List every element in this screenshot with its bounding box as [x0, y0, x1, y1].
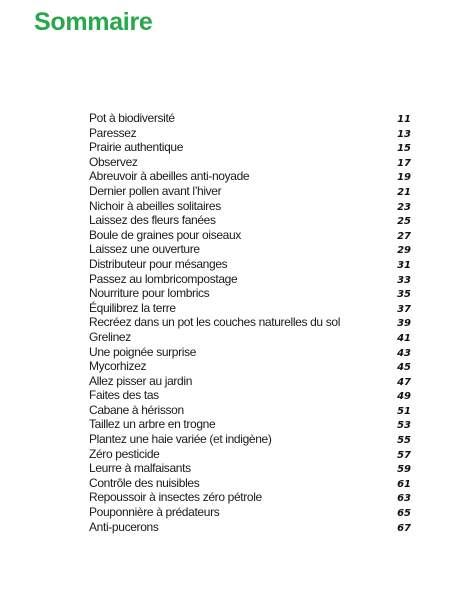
toc-entry-label: Anti-pucerons — [89, 519, 159, 534]
toc-entry — [89, 388, 411, 403]
toc-entry — [89, 272, 411, 287]
toc-entry-label: Boule de graines pour oiseaux — [89, 227, 241, 242]
toc-entry-label: Repoussoir à insectes zéro pétrole — [89, 490, 262, 505]
toc-entry-label: Zéro pesticide — [89, 446, 160, 461]
toc-entry-page-number: 53 — [397, 420, 411, 432]
toc-entry — [89, 417, 411, 432]
toc-entry-page-number: 63 — [397, 493, 411, 505]
toc-entry-label: Dernier pollen avant l’hiver — [89, 183, 222, 198]
table-of-contents — [89, 111, 411, 534]
toc-entry — [89, 199, 411, 214]
toc-entry-page-number: 19 — [397, 172, 411, 184]
toc-entry-label: Faites des tas — [89, 388, 159, 403]
toc-entry-label: Prairie authentique — [89, 140, 184, 155]
toc-entry-page-number: 49 — [397, 391, 411, 403]
toc-entry-label: Distributeur pour mésanges — [89, 256, 228, 271]
toc-entry-label: Allez pisser au jardin — [89, 373, 193, 388]
toc-entry-page-number: 39 — [397, 318, 411, 330]
toc-entry — [89, 520, 411, 535]
toc-entry-page-number: 59 — [397, 464, 411, 476]
toc-entry — [89, 461, 411, 476]
toc-entry — [89, 242, 411, 257]
toc-entry-page-number: 55 — [397, 435, 411, 447]
toc-entry-page-number: 23 — [397, 201, 411, 213]
toc-entry-label: Pot à biodiversité — [89, 111, 175, 125]
toc-entry-label: Passez au lombricompostage — [89, 271, 238, 286]
toc-entry — [89, 140, 411, 155]
toc-entry-page-number: 31 — [397, 259, 411, 271]
toc-entry-page-number: 45 — [397, 362, 411, 374]
toc-entry — [89, 184, 411, 199]
toc-entry-page-number: 37 — [397, 303, 411, 315]
toc-entry-label: Recréez dans un pot les couches naturelles du sol — [89, 315, 341, 330]
toc-entry-page-number: 67 — [397, 522, 411, 534]
toc-entry-page-number: 13 — [397, 128, 411, 140]
toc-entry-label: Leurre à malfaisants — [89, 461, 191, 476]
toc-entry — [89, 476, 411, 491]
toc-entry-page-number: 17 — [397, 157, 411, 169]
toc-entry-label: Laissez une ouverture — [89, 242, 200, 257]
toc-entry-label: Pouponnière à prédateurs — [89, 505, 220, 520]
page-title: Sommaire — [34, 8, 153, 36]
toc-entry-label: Observez — [89, 154, 138, 169]
toc-entry — [89, 315, 411, 330]
toc-entry-label: Abreuvoir à abeilles anti-noyade — [89, 169, 250, 184]
toc-entry — [89, 490, 411, 505]
toc-entry-label: Nourriture pour lombrics — [89, 286, 210, 301]
toc-entry-page-number: 51 — [397, 405, 411, 417]
toc-entry — [89, 359, 411, 374]
toc-entry-label: Laissez des fleurs fanées — [89, 213, 216, 228]
toc-entry-page-number: 65 — [397, 508, 411, 520]
toc-entry-label: Plantez une haie variée (et indigène) — [89, 432, 272, 447]
toc-entry-label: Cabane à hérisson — [89, 402, 184, 417]
toc-entry-page-number: 47 — [397, 376, 411, 388]
toc-entry — [89, 330, 411, 345]
toc-entry — [89, 111, 411, 126]
toc-entry-label: Mycorhizez — [89, 359, 147, 374]
toc-entry-page-number: 15 — [397, 143, 411, 155]
toc-entry-label: Grelinez — [89, 329, 131, 344]
toc-entry-label: Taillez un arbre en trogne — [89, 417, 216, 432]
toc-entry-label: Une poignée surprise — [89, 344, 197, 359]
toc-entry-page-number: 35 — [397, 289, 411, 301]
toc-entry-label: Contrôle des nuisibles — [89, 475, 200, 490]
toc-entry — [89, 432, 411, 447]
toc-entry-page-number: 11 — [397, 114, 411, 125]
toc-entry — [89, 301, 411, 316]
toc-entry — [89, 286, 411, 301]
toc-entry — [89, 126, 411, 141]
toc-entry — [89, 155, 411, 170]
toc-entry-page-number: 61 — [397, 478, 411, 490]
toc-entry — [89, 257, 411, 272]
toc-entry-page-number: 29 — [397, 245, 411, 257]
toc-entry-label: Paressez — [89, 125, 137, 140]
toc-entry-page-number: 21 — [397, 186, 411, 198]
toc-entry — [89, 228, 411, 243]
toc-entry — [89, 403, 411, 418]
toc-entry — [89, 505, 411, 520]
toc-entry — [89, 345, 411, 360]
toc-entry — [89, 374, 411, 389]
toc-entry-page-number: 43 — [397, 347, 411, 359]
toc-entry — [89, 169, 411, 184]
toc-entry — [89, 213, 411, 228]
toc-entry-page-number: 57 — [397, 449, 411, 461]
toc-entry-page-number: 33 — [397, 274, 411, 286]
toc-entry-label: Équilibrez la terre — [89, 300, 176, 315]
toc-entry-page-number: 41 — [397, 332, 411, 344]
toc-entry — [89, 447, 411, 462]
toc-entry-page-number: 25 — [397, 216, 411, 228]
toc-entry-label: Nichoir à abeilles solitaires — [89, 198, 221, 213]
toc-entry-page-number: 27 — [397, 230, 411, 242]
